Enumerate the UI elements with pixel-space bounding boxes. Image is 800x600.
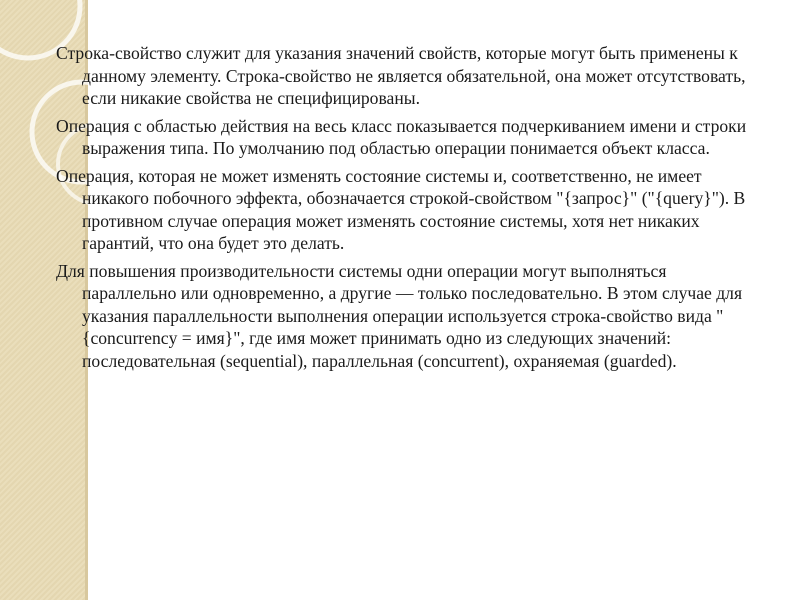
paragraph: Операция с областью действия на весь класс показывается подчеркиванием имени и строки выражения типа. По умолчанию под областью операции понимается объект класса. [56, 115, 747, 158]
paragraph: Строка-свойство служит для указания значений свойств, которые могут быть применены к данному элементу. Строка-свойство не является обязательной, она может отсутствовать, если никакие свойства не специфицированы. [56, 43, 746, 108]
paragraph: Для повышения производительности системы одни операции могут выполняться параллельно или одновременно, а другие — только последовательно. В этом случае для указания параллельности выполнения операции используется строка-свойство вида "{concurrency = имя}", где имя может принимать одно из следующих значений: последовательная (sequential), параллельная (concurrent), охраняемая (guarded). [56, 260, 743, 371]
slide-body [56, 42, 756, 377]
paragraph: Операция, которая не может изменять состояние системы и, соответственно, не имеет никакого побочного эффекта, обозначается строкой-свойством "{запрос}" ("{query}"). В противном случае операция может изменять состояние системы, хотя нет никаких гарантий, что она будет это делать. [56, 165, 746, 253]
